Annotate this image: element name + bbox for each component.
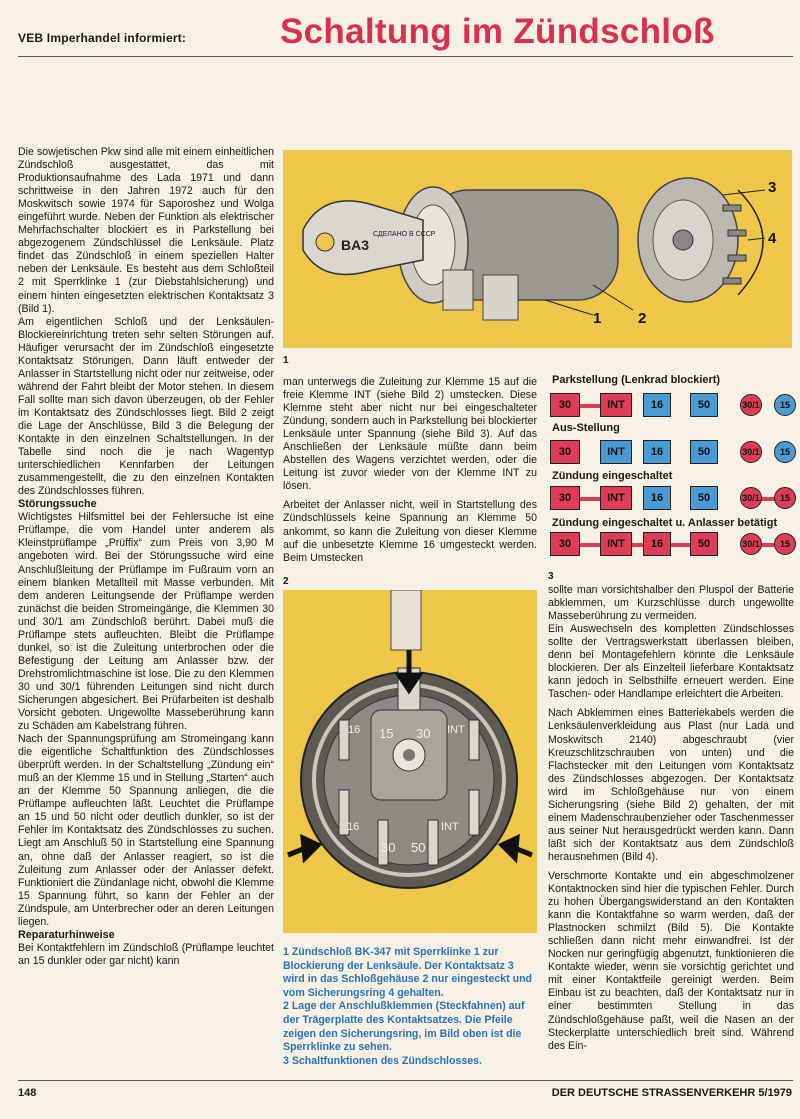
subheading: Reparaturhinweise	[18, 928, 115, 941]
caption-1: 1 Zündschloß BK-347 mit Sperrklinke 1 zur Blockierung der Lenksäule. Der Kontaktsatz 3 wird in das Schloßgehäuse 2 nur eingesteckt und vom Sicherungsring 4 gehalten.	[283, 946, 533, 999]
paragraph: man unterwegs die Zuleitung zur Klemme 15 auf die freie Klemme INT (siehe Bild 2) umstecken. Diese Klemme steht aber nicht nur bei eingeschalteter Zündung, sondern auch in Parkstellung bei blockierter Lenksäule unter Spannung (siehe Bild 3). Auf das Anschließen der Lenksäule müßte dann beim Abstellen des Wagens verzichtet werden, oder die Leitung ist zuvor wieder von der Klemme INT zu lösen.	[283, 376, 537, 493]
terminal-box: 16	[643, 440, 671, 464]
column-3	[548, 584, 794, 1053]
paragraph: Wichtigstes Hilfsmittel bei der Fehlersuche ist eine Prüflampe, die vom Handel unter anderem als Kleinstprüflampe „Prüffix“ zum Preis von 3,90 M angeboten wird. Bei der Störungssuche wird eine Anschlußleitung der Prüflampe im Fußraum vorn an einem blanken Metallteil mit Masse verbunden. Mit dem anderen Leitungsende der Prüflampe werden zunächst die beiden Stromeingänge, die Klemmen 30 und 30/1 am Zündschloß berührt. Dabei muß die Prüflampe stets aufleuchten. Bleibt die Prüflampe dunkel, so ist die Zuleitung unterbrochen oder die Befestigung der Leitung am Anlasser bzw. der Drehstromlichtmaschine ist lose. Die zu den Klemmen 30 und 30/1 führenden Leitungen sind nicht durch Sicherungen abgesichert. Bei Prüfarbeiten ist deshalb Vorsicht geboten. Ungewollte Masseberührung kann zu Schäden am Kabelstrang führen.	[18, 511, 274, 733]
terminal-label: 15	[379, 726, 394, 741]
terminal-label: 30	[381, 840, 396, 855]
retaining-ring-shape	[738, 190, 763, 295]
header-rule	[18, 56, 793, 57]
terminal-label: INT	[441, 821, 459, 833]
terminal-circle: 15	[774, 394, 796, 416]
pawl-shape	[391, 590, 421, 650]
terminal-circle: 30/1	[740, 487, 762, 509]
terminal-box: 50	[690, 532, 718, 556]
terminal-label: 16	[348, 724, 361, 736]
terminal-circle: 30/1	[740, 533, 762, 555]
subheading: Störungssuche	[18, 498, 97, 511]
terminal-tab-shape	[469, 720, 479, 760]
terminal-box: INT	[600, 486, 632, 510]
callout-4: 4	[768, 230, 777, 247]
column-1	[18, 146, 274, 968]
figure-2-number: 2	[283, 576, 289, 587]
footer-rule	[18, 1080, 793, 1081]
figure-3-number: 3	[548, 571, 554, 582]
terminal-label: 30	[416, 726, 431, 741]
callout-1: 1	[593, 310, 602, 327]
terminal-tab-shape	[728, 230, 746, 236]
terminal-box: 30	[550, 486, 580, 510]
terminal-label: 16	[347, 821, 360, 833]
caption-3: 3 Schaltfunktionen des Zündschlosses.	[283, 1054, 482, 1067]
page-title: Schaltung im Zündschloß	[280, 12, 715, 51]
cam-shape	[673, 230, 693, 250]
ignition-lock-illustration	[283, 150, 792, 348]
terminal-box: 50	[690, 393, 718, 417]
terminal-box: 50	[690, 486, 718, 510]
terminal-box: 30	[550, 393, 580, 417]
terminal-tab-shape	[723, 205, 741, 211]
paragraph: Arbeitet der Anlasser nicht, weil in Startstellung des Zündschlüssels keine Spannung an Klemme 50 ankommt, so kann die Zuleitung von dieser Klemme auf die unbesetzte Klemme 16 umgesteckt werden. Beim Umstecken	[283, 499, 537, 564]
figure-2-photo	[283, 590, 537, 933]
terminal-box: 30	[550, 440, 580, 464]
terminal-box: INT	[600, 393, 632, 417]
callout-3: 3	[768, 179, 777, 196]
arrow-left-icon	[502, 838, 532, 858]
center-hole-shape	[403, 749, 415, 761]
row-label: Aus-Stellung	[552, 422, 620, 434]
paragraph: Die sowjetischen Pkw sind alle mit einem einheitlichen Zündschloß ausgestattet, das mit Produktionsaufnahme des Lada 1971 und dann schrittweise in den Jahren 1972 auch für den Moskwitsch sowie 1974 für Saporoshez und Wolga eingeführt wurde. Neben der Funktion als elektrischer Mehrfachschalter blockiert es in Parkstellung bei abgezogenem Zündschlüssel die Lenksäule. Platz findet das Zündschloß in einem speziellen Halter neben der Lenksäule. Es besteht aus dem Schloßteil 2 mit Sperrklinke 1 (zur Diebstahlsicherung) und einem hinten eingesetzten elektrischen Kontaktsatz 3 (Bild 1).	[18, 146, 274, 315]
leader-line	[545, 300, 593, 315]
paragraph: Bei Kontaktfehlern im Zündschloß (Prüflampe leuchtet an 15 dunkler oder gar nicht) kann	[18, 941, 274, 967]
terminal-box: INT	[600, 532, 632, 556]
figure-1-number: 1	[283, 355, 289, 366]
terminal-box: 30	[550, 532, 580, 556]
terminal-circle: 30/1	[740, 441, 762, 463]
callout-2: 2	[638, 310, 647, 327]
page-number: 148	[18, 1087, 37, 1099]
terminal-circle: 15	[774, 533, 796, 555]
kicker: VEB Imperhandel informiert:	[18, 31, 187, 45]
figure-captions	[283, 946, 537, 1068]
arrow-right-icon	[288, 838, 318, 858]
terminal-label: INT	[447, 724, 465, 736]
terminal-circle: 15	[774, 487, 796, 509]
terminal-tab-shape	[469, 790, 479, 835]
column-2	[283, 376, 537, 565]
key-label: BA3	[341, 237, 370, 253]
terminal-box: INT	[600, 440, 632, 464]
paragraph: sollte man vorsichtshalber den Pluspol der Batterie abklemmen, um Kurzschlüsse durch ungewollte Masseberührung zu vermeiden.	[548, 584, 794, 623]
terminal-layout-illustration	[283, 590, 537, 933]
leader-line	[723, 190, 765, 195]
terminal-tab-shape	[723, 278, 741, 284]
key-hole-shape	[316, 233, 334, 251]
figure-3-diagram	[548, 374, 794, 570]
paragraph: Nach der Spannungsprüfung am Stromeingang kann die eigentliche Schaltfunktion des Zündschlosses überprüft werden. In der Schaltstellung „Zündung ein“ muß an der Klemme 15 und in Stellung „Starten“ auch an der Klemme 50 Spannung anliegen, die die Prüflampe aufleuchten läßt. Leuchtet die Prüflampe an 15 und 50 nicht oder deutlich dunkler, so ist der Fehler im Kontaktsatz des Zündschlosses zu suchen. Liegt am Anschluß 50 in Startstellung eine Spannung an, ohne daß der Anlasser reagiert, so ist die Zuleitung zum Anlasser oder der Anlasser defekt. Funktioniert die Zündanlage nicht, obwohl die Klemme 15 Spannung führt, so kann der Fehler an der Zündspule, am Unterbrecher oder an deren Leitungen liegen.	[18, 733, 274, 928]
caption-2: 2 Lage der Anschlußklemmen (Steckfahnen) auf der Trägerplatte des Kontaktsatzes. Die Pfeile zeigen den Sicherungsring, im Bild oben ist die Sperrklinke zu sehen.	[283, 1000, 525, 1054]
pawl-shape	[443, 270, 473, 310]
row-label: Parkstellung (Lenkrad blockiert)	[552, 374, 721, 386]
magazine-name: DER DEUTSCHE STRASSENVERKEHR 5/1979	[551, 1087, 792, 1099]
paragraph: Verschmorte Kontakte und ein abgeschmolzener Kontaktnocken sind hier die typischen Fehler. Durch zu hohen Übergangswiderstand an den Kontakten kann die Kontaktfahne so warm werden, daß der Plastnocken schmilzt (Bild 5). Die Kontakte schließen dann nicht mehr einwandfrei. Ist der Nocken nur geringfügig abgenutzt, funktionieren die Kontakte wieder, wenn sie vorsichtig gerichtet und mit einer Kontaktfeile gereinigt werden. Beim Einbau ist zu beachten, daß der Kontaktsatz nur in einer bestimmten Stellung in das Zündschloßgehäuse paßt, weil die Nasen an der Steckerplatte unterschiedlich breit sind. Während des Ein-	[548, 869, 794, 1052]
row-label: Zündung eingeschaltet	[552, 470, 673, 482]
terminal-circle: 15	[774, 441, 796, 463]
figure-1-photo	[283, 150, 792, 348]
terminal-tab-shape	[428, 820, 438, 865]
terminal-box: 16	[643, 486, 671, 510]
terminal-box: 50	[690, 440, 718, 464]
terminal-tab-shape	[728, 255, 746, 261]
terminal-label: 50	[411, 840, 426, 855]
paragraph: Nach Abklemmen eines Batteriekabels werden die Lenksäulenverkleidung aus Plast (nur Lada und Moskwitsch 2140) abgeschraubt (vier Kreuzschlitzschrauben von unten) und die Flachstecker mit den Leitungen vom Kontaktsatz des Zündschlosses abgezogen. Der Kontaktsatz wird im Schloßgehäuse nur von einem Sicherungsring (siehe Bild 2) gehalten, der mit einem Madenschraubenzieher oder Taschenmesser aus seiner Nut herausgedrückt werden kann. Dann läßt sich der Kontaktsatz aus dem Zündschloß herausnehmen (Bild 4).	[548, 707, 794, 863]
terminal-box: 16	[643, 393, 671, 417]
paragraph: Ein Auswechseln des kompletten Zündschlosses sollte der Vertragswerkstatt überlassen bleiben, denn bei Montagefehlern könnte die Lenksäule blockieren. Der als Einzelteil lieferbare Kontaktsatz kann jedoch in Selbsthilfe erneuert werden. Eine Taschen- oder Handlampe erleichtert die Arbeiten.	[548, 623, 794, 701]
leader-line	[593, 285, 633, 310]
paragraph: Am eigentlichen Schloß und der Lenksäulen-Blockiereinrichtung treten sehr selten Störungen auf. Häufiger verursacht der im Zündschloß eingesetzte Kontaktsatz Störungen. Dann läuft entweder der Anlasser in Startstellung nicht oder nur zeitweise, oder während der Fahrt bleibt der Motor stehen. In diesem Fall sollte man sich davon überzeugen, ob der Fehler im Kontaktsatz des Zündschlosses liegt. Bild 2 zeigt die Lage der Anschlüsse, Bild 3 die Belegung der Kontakte in den einzelnen Schaltstellungen. In der Tabelle sind noch die je nach Wagentyp unterschiedlichen Kennfarben der Leitungen zusammengestellt, die zu den einzelnen Kontakten des Zündschlosses führen.	[18, 315, 274, 498]
terminal-circle: 30/1	[740, 394, 762, 416]
lug-shape	[483, 275, 518, 320]
row-label: Zündung eingeschaltet u. Anlasser betätigt	[552, 517, 778, 529]
key-label-2: СДЕЛАНО В СССР	[373, 231, 436, 238]
terminal-box: 16	[643, 532, 671, 556]
